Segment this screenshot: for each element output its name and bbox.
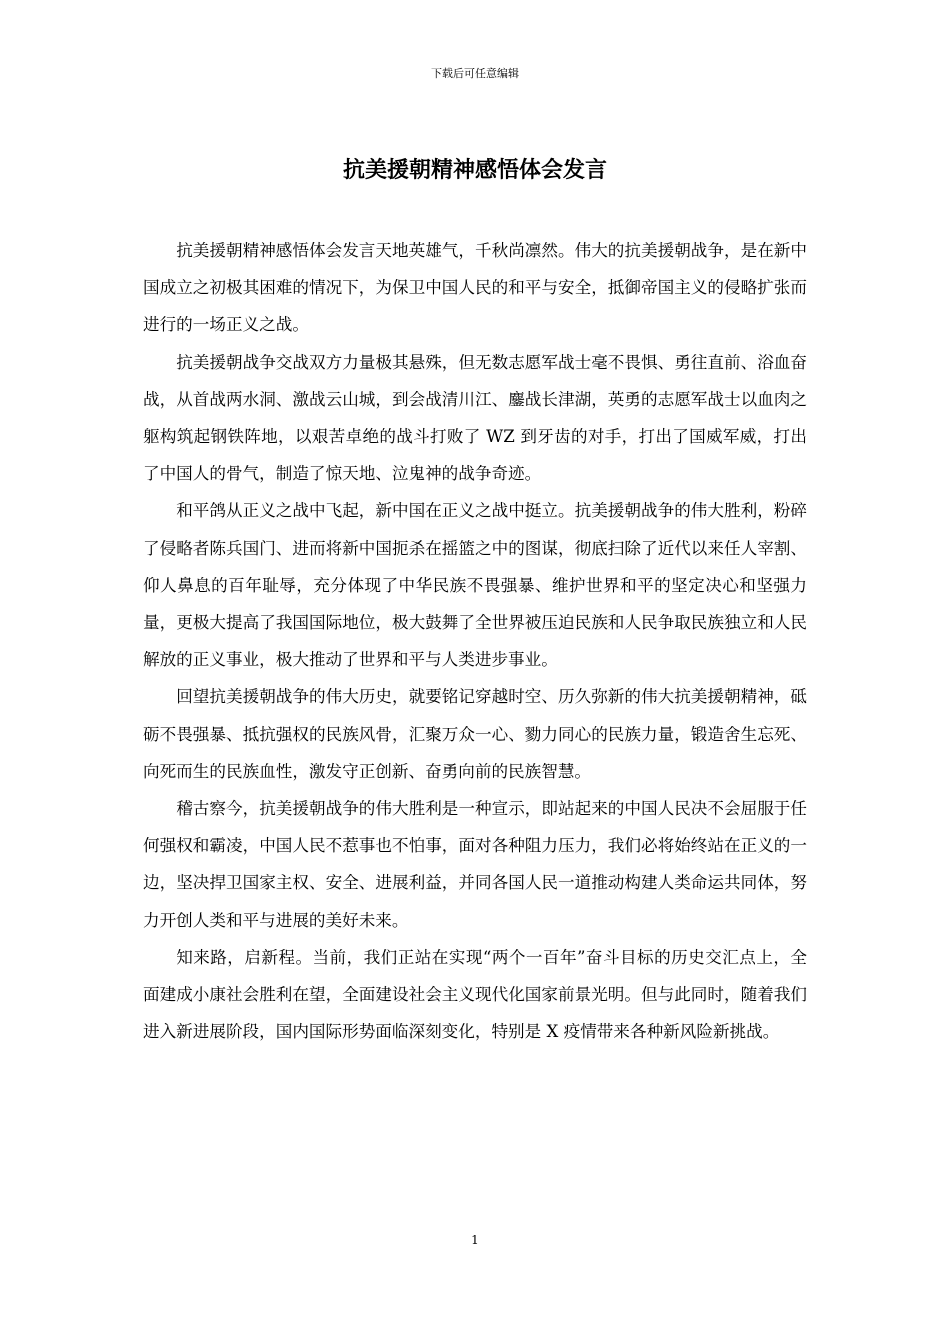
paragraph: 抗美援朝精神感悟体会发言天地英雄气，千秋尚凛然。伟大的抗美援朝战争，是在新中国成立之初极其困难的情况下，为保卫中国人民的和平与安全，抵御帝国主义的侵略扩张而进行的一场正义之战。 — [143, 241, 807, 335]
paragraph: 抗美援朝战争交战双方力量极其悬殊，但无数志愿军战士毫不畏惧、勇往直前、浴血奋战，从首战两水洞、激战云山城，到会战清川江、鏖战长津湖，英勇的志愿军战士以血肉之躯构筑起钢铁阵地，以艰苦卓绝的战斗打败了 WZ 到牙齿的对手，打出了国威军威，打出了中国人的骨气，制造了惊天地、泣鬼神的战争奇迹。 — [143, 352, 807, 484]
document-title: 抗美援朝精神感悟体会发言 — [342, 157, 607, 183]
document-body — [143, 232, 807, 1050]
page-header-note: 下载后可任意编辑 — [431, 67, 519, 80]
paragraph: 稽古察今，抗美援朝战争的伟大胜利是一种宣示，即站起来的中国人民决不会屈服于任何强权和霸凌，中国人民不惹事也不怕事，面对各种阻力压力，我们必将始终站在正义的一边，坚决捍卫国家主权、安全、进展利益，并同各国人民一道推动构建人类命运共同体，努力开创人类和平与进展的美好未来。 — [143, 799, 807, 930]
page-number: 1 — [471, 1233, 479, 1247]
paragraph: 知来路，启新程。当前，我们正站在实现“两个一百年”奋斗目标的历史交汇点上，全面建成小康社会胜利在望，全面建设社会主义现代化国家前景光明。但与此同时，随着我们进入新进展阶段，国内国际形势面临深刻变化，特别是 X 疫情带来各种新风险新挑战。 — [143, 947, 807, 1042]
paragraph: 回望抗美援朝战争的伟大历史，就要铭记穿越时空、历久弥新的伟大抗美援朝精神，砥砺不畏强暴、抵抗强权的民族风骨，汇聚万众一心、勠力同心的民族力量，锻造舍生忘死、向死而生的民族血性，激发守正创新、奋勇向前的民族智慧。 — [143, 687, 807, 781]
paragraph: 和平鸽从正义之战中飞起，新中国在正义之战中挺立。抗美援朝战争的伟大胜利，粉碎了侵略者陈兵国门、进而将新中国扼杀在摇篮之中的图谋，彻底扫除了近代以来任人宰割、仰人鼻息的百年耻辱，充分体现了中华民族不畏强暴、维护世界和平的坚定决心和坚强力量，更极大提高了我国国际地位，极大鼓舞了全世界被压迫民族和人民争取民族独立和人民解放的正义事业，极大推动了世界和平与人类进步事业。 — [143, 501, 807, 670]
